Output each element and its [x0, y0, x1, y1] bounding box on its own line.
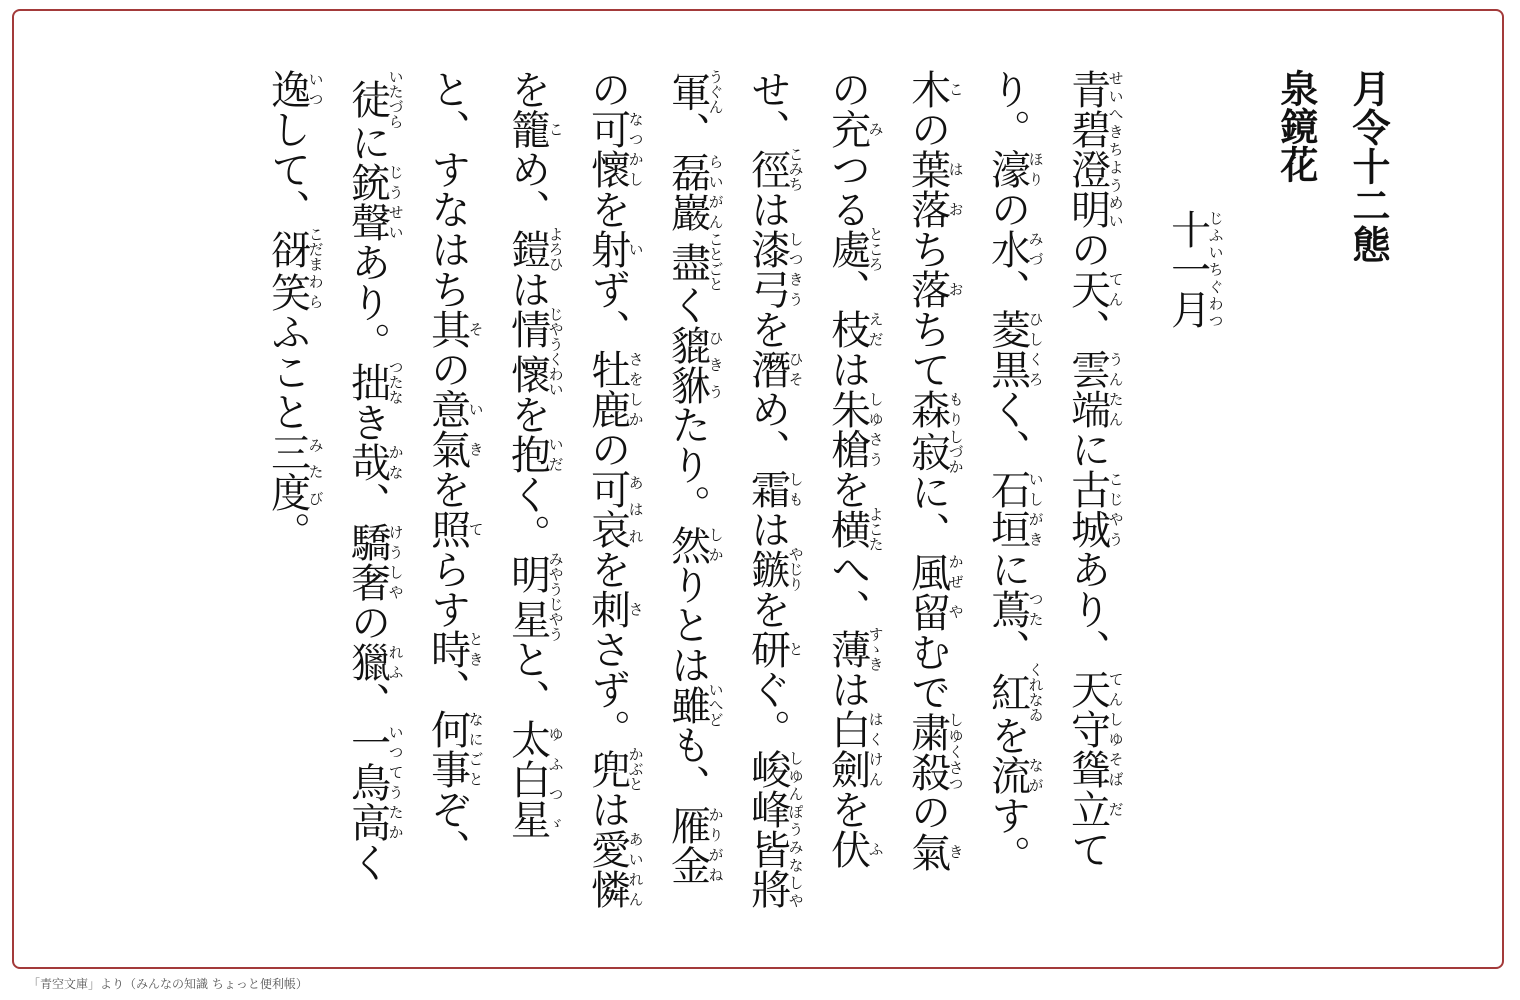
ruby-word	[584, 109, 645, 189]
ruby-base: 鎧	[504, 226, 551, 272]
text-segment: す。	[984, 795, 1031, 875]
ruby-word	[744, 349, 805, 389]
ruby-reading: せいへきちようめい	[1106, 69, 1125, 229]
ruby-base: 紅	[984, 662, 1031, 722]
ruby-base: 氣	[904, 831, 951, 872]
ruby-reading: みづ	[1026, 229, 1045, 269]
ruby-reading: らいがん	[706, 151, 725, 232]
ruby-base: 徒	[344, 69, 391, 129]
ruby-base: 明星	[504, 551, 551, 642]
text-segment: りとは	[664, 564, 711, 685]
text-segment: の	[904, 791, 951, 832]
ruby-reading: すゝき	[866, 626, 885, 672]
ruby-word	[664, 804, 725, 885]
ruby-word	[664, 682, 725, 727]
text-segment: と、すなはち	[424, 69, 471, 309]
ruby-word	[344, 69, 405, 129]
ruby-reading: だ	[1106, 789, 1125, 829]
ruby-reading: や	[946, 591, 965, 632]
ruby-reading: なつかし	[626, 109, 645, 189]
text-segment: の	[584, 429, 631, 469]
text-segment: らす	[424, 549, 471, 629]
ruby-reading: さをしか	[626, 349, 645, 429]
ruby-reading: いき	[466, 389, 485, 469]
ruby-word	[424, 709, 485, 789]
ruby-word	[904, 591, 965, 632]
text-segment: 。	[264, 511, 311, 552]
ruby-reading: つた	[1026, 589, 1045, 629]
ruby-base: 可懷	[584, 109, 631, 189]
text-segment: は	[504, 269, 551, 309]
ruby-reading: ゆふつゞ	[546, 719, 565, 839]
ruby-base: 意氣	[424, 389, 471, 469]
ruby-base: 寂	[904, 429, 951, 474]
ruby-word	[824, 109, 885, 149]
ruby-reading: いへど	[706, 682, 725, 727]
section-reading: じふいちぐわつ	[1206, 209, 1225, 329]
ruby-base: 哉	[344, 442, 391, 482]
ruby-reading: いしがき	[1026, 469, 1045, 549]
ruby-base: 天	[1064, 269, 1111, 309]
text-segment: 、	[344, 682, 391, 722]
text-segment: たり。	[664, 404, 711, 525]
ruby-reading: と	[786, 629, 805, 669]
ruby-reading: れふ	[386, 642, 405, 682]
ruby-word	[424, 629, 485, 669]
ruby-base: 流	[984, 755, 1031, 795]
ruby-base: 石垣	[984, 469, 1031, 549]
ruby-word	[904, 189, 965, 229]
ruby-word	[584, 349, 645, 429]
text-segment: ふこと	[264, 311, 311, 432]
ruby-reading: てん	[1106, 269, 1125, 309]
ruby-base: 刺	[584, 589, 631, 629]
text-segment: つる	[824, 149, 871, 229]
text-segment: 、	[984, 269, 1031, 309]
ruby-reading: こ	[946, 69, 965, 109]
ruby-reading: は	[946, 149, 965, 189]
text-segment: を	[504, 394, 551, 434]
ruby-base: 潛	[744, 349, 791, 389]
ruby-word	[424, 509, 485, 549]
text-segment: を	[584, 189, 631, 229]
ruby-word	[904, 711, 965, 792]
ruby-base: 處	[824, 226, 871, 272]
work-title: 月令十二態	[1346, 69, 1391, 264]
ruby-word	[504, 434, 565, 474]
ruby-reading: つたな	[386, 359, 405, 405]
ruby-reading: あいれん	[626, 829, 645, 909]
ruby-base: 笑	[264, 271, 311, 312]
ruby-word	[664, 231, 725, 292]
ruby-word	[1064, 269, 1125, 309]
ruby-reading: てんしゆそば	[1106, 669, 1125, 789]
ruby-reading: ひしくろ	[1026, 309, 1045, 389]
ruby-word	[824, 829, 885, 869]
ruby-reading: とき	[466, 629, 485, 669]
author-name: 泉鏡花	[1273, 69, 1319, 183]
text-segment: め、	[744, 389, 791, 469]
ruby-base: 蔦	[984, 589, 1031, 629]
ruby-reading: ふ	[866, 829, 885, 869]
ruby-reading: て	[466, 509, 485, 549]
text-segment: め、	[504, 149, 551, 229]
ruby-reading: ほり	[1026, 149, 1045, 189]
text-segment: を	[824, 469, 871, 509]
ruby-word	[264, 431, 325, 512]
ruby-reading: うんたん	[1106, 349, 1125, 429]
ruby-base: 落	[904, 269, 951, 309]
ruby-word	[744, 629, 805, 669]
ruby-reading: そ	[466, 309, 485, 349]
ruby-reading: なが	[1026, 755, 1045, 795]
ruby-reading: お	[946, 269, 965, 309]
body-text	[248, 69, 1128, 909]
ruby-base: 三度	[264, 431, 311, 512]
text-segment: に、	[904, 471, 951, 552]
ruby-reading: ところ	[866, 226, 885, 272]
text-segment: を	[984, 715, 1031, 755]
text-segment: てり。	[984, 69, 1111, 869]
text-segment: く	[664, 284, 711, 325]
text-segment: せ、	[744, 69, 791, 149]
ruby-base: 菱黒	[984, 309, 1031, 389]
ruby-base: 横	[824, 506, 871, 552]
ruby-word	[664, 324, 725, 405]
ruby-reading: さ	[626, 589, 645, 629]
ruby-reading: あはれ	[626, 469, 645, 549]
text-segment: の	[1064, 229, 1111, 269]
ruby-base: 逸	[264, 69, 311, 109]
ruby-word	[984, 469, 1045, 549]
ruby-base: 木	[904, 69, 951, 109]
ruby-word	[664, 524, 725, 565]
ruby-reading: なにごと	[466, 709, 485, 789]
ruby-reading: こみち	[786, 146, 805, 192]
ruby-word	[1064, 789, 1125, 829]
ruby-reading: かりがね	[706, 804, 725, 885]
ruby-reading: もり	[946, 389, 965, 429]
ruby-base: 立	[1064, 789, 1111, 829]
text-segment: の	[824, 69, 871, 109]
text-segment: 、	[1064, 309, 1111, 349]
text-segment: あり。	[344, 242, 391, 362]
text-segment: く、	[984, 389, 1031, 469]
ruby-word	[984, 309, 1045, 389]
ruby-base: 青碧澄明	[1064, 69, 1111, 229]
ruby-base: 徑	[744, 146, 791, 192]
ruby-word	[984, 589, 1045, 629]
ruby-base: 銃聲	[344, 162, 391, 242]
ruby-base: 留	[904, 591, 951, 632]
ruby-word	[904, 69, 965, 109]
ruby-word	[824, 389, 885, 469]
ruby-word	[904, 389, 965, 429]
ruby-reading: ことごと	[706, 231, 725, 292]
ruby-word	[904, 429, 965, 474]
ruby-word	[264, 69, 325, 109]
text-segment: の	[984, 189, 1031, 229]
text-segment: も、	[664, 724, 711, 805]
ruby-word	[264, 271, 325, 312]
ruby-reading: ひきう	[706, 324, 725, 405]
ruby-reading: み	[866, 109, 885, 149]
text-segment: は	[744, 189, 791, 229]
ruby-reading: いだ	[546, 434, 565, 474]
ruby-word	[904, 831, 965, 872]
ruby-reading: しか	[706, 524, 725, 565]
text-segment: の	[904, 109, 951, 149]
ruby-word	[264, 226, 325, 272]
ruby-reading: みたび	[306, 431, 325, 512]
ruby-base: 谺	[264, 226, 311, 272]
ruby-word	[904, 149, 965, 189]
ruby-base: 然	[664, 524, 711, 565]
ruby-word	[504, 226, 565, 272]
ruby-base: 伏	[824, 829, 871, 869]
ruby-word	[584, 829, 645, 909]
text-segment: は	[744, 509, 791, 549]
ruby-base: 研	[744, 629, 791, 669]
source-credit: 「青空文庫」より（みんなの知識 ちょっと便利帳）	[28, 977, 308, 991]
ruby-word	[744, 146, 805, 192]
ruby-base: 可哀	[584, 469, 631, 549]
ruby-word	[504, 109, 565, 149]
text-segment: は	[824, 669, 871, 709]
ruby-base: 落	[904, 189, 951, 229]
text-segment: く	[344, 842, 391, 882]
text-segment: を	[504, 69, 551, 109]
ruby-word	[824, 309, 885, 349]
ruby-reading: みやうじやう	[546, 551, 565, 642]
ruby-word	[984, 149, 1045, 189]
ruby-base: 水	[984, 229, 1031, 269]
ruby-word	[904, 269, 965, 309]
ruby-base: 峻峰皆將軍	[664, 69, 791, 909]
text-segment: の	[584, 69, 631, 109]
ruby-base: 牡鹿	[584, 349, 631, 429]
ruby-base: 漆弓	[744, 229, 791, 309]
ruby-word	[824, 226, 885, 272]
ruby-word	[344, 162, 405, 242]
ruby-word	[584, 589, 645, 629]
ruby-base: 驕奢	[344, 522, 391, 602]
ruby-base: 枝	[824, 309, 871, 349]
ruby-reading: はくけん	[866, 709, 885, 789]
ruby-word	[584, 469, 645, 549]
page-frame	[12, 9, 1504, 969]
ruby-base: 濠	[984, 149, 1031, 189]
ruby-base: 鏃	[744, 546, 791, 592]
text-segment: して、	[264, 109, 311, 229]
ruby-word	[1064, 69, 1125, 229]
ruby-word	[344, 359, 405, 405]
ruby-reading: やじり	[786, 546, 805, 592]
ruby-base: 磊巖	[664, 151, 711, 232]
ruby-word	[424, 309, 485, 349]
ruby-word	[504, 719, 565, 839]
text-segment: を	[744, 309, 791, 349]
ruby-word	[824, 626, 885, 672]
ruby-word	[504, 306, 565, 397]
ruby-reading: かぜ	[946, 551, 965, 592]
ruby-reading: こ	[546, 109, 565, 149]
ruby-base: 何事	[424, 709, 471, 789]
text-segment: ず、	[584, 269, 631, 349]
ruby-word	[344, 522, 405, 602]
ruby-base: 古城	[1064, 469, 1111, 549]
ruby-reading: じやうくわい	[546, 306, 565, 397]
text-segment: を	[584, 549, 631, 589]
ruby-word	[1064, 349, 1125, 429]
ruby-reading: こじやう	[1106, 469, 1125, 549]
text-segment: に	[984, 549, 1031, 589]
ruby-reading: えだ	[866, 309, 885, 349]
ruby-reading: き	[946, 831, 965, 872]
ruby-base: 情懷	[504, 306, 551, 397]
ruby-base: 森	[904, 389, 951, 429]
ruby-base: 貔貅	[664, 324, 711, 405]
text-segment: 、	[984, 629, 1031, 669]
ruby-reading: よこた	[866, 506, 885, 552]
ruby-reading: しゆさう	[866, 389, 885, 469]
ruby-base: 射	[584, 229, 631, 269]
text-segment: の	[344, 602, 391, 642]
ruby-base: 獵	[344, 642, 391, 682]
ruby-word	[1064, 669, 1125, 789]
ruby-base: 籠	[504, 109, 551, 149]
ruby-base: 兜	[584, 746, 631, 792]
ruby-reading: いつてうたか	[386, 722, 405, 842]
ruby-reading: けうしや	[386, 522, 405, 602]
text-segment: と、	[504, 639, 551, 719]
ruby-word	[344, 442, 405, 482]
ruby-word	[744, 229, 805, 309]
passage-paragraph	[248, 69, 1128, 909]
text-segment: 、	[344, 482, 391, 522]
text-segment: を	[744, 589, 791, 629]
text-segment: の	[424, 349, 471, 389]
text-segment: く。	[504, 474, 551, 554]
text-segment: さず。	[584, 629, 631, 749]
text-segment: に	[344, 122, 391, 162]
text-segment: ちて	[904, 309, 951, 389]
text-segment: 、	[424, 669, 471, 709]
ruby-word	[984, 229, 1045, 269]
ruby-base: 愛憐	[584, 829, 631, 909]
ruby-word	[424, 389, 485, 469]
text-segment: ぐ。	[744, 669, 791, 749]
ruby-reading: わら	[306, 271, 325, 312]
ruby-reading: かぶと	[626, 746, 645, 792]
text-segment: 、	[664, 111, 711, 152]
ruby-word	[504, 551, 565, 642]
section-heading	[1150, 69, 1226, 909]
ruby-reading: しづか	[946, 429, 965, 474]
ruby-base: 白劍	[824, 709, 871, 789]
ruby-base: 朱槍	[824, 389, 871, 469]
ruby-reading: いつ	[306, 69, 325, 109]
ruby-reading: よろひ	[546, 226, 565, 272]
ruby-word	[344, 642, 405, 682]
ruby-word	[584, 229, 645, 269]
text-segment: は	[584, 789, 631, 829]
ruby-base: 天守聳	[1064, 669, 1111, 789]
ruby-reading: しも	[786, 469, 805, 509]
ruby-word	[744, 546, 805, 592]
text-segment: むで	[904, 631, 951, 712]
ruby-reading: くれなゐ	[1026, 662, 1045, 722]
text-segment: に	[1064, 429, 1111, 469]
text-segment: 、	[824, 269, 871, 309]
ruby-reading: い	[626, 229, 645, 269]
ruby-reading: いたづら	[386, 69, 405, 129]
ruby-word	[984, 755, 1045, 795]
ruby-reading: しゆんぽうみなしやうぐん	[706, 69, 805, 909]
ruby-base: 其	[424, 309, 471, 349]
ruby-word	[824, 506, 885, 552]
ruby-base: 盡	[664, 231, 711, 292]
ruby-word	[904, 551, 965, 592]
ruby-word	[984, 662, 1045, 722]
ruby-base: 雁金	[664, 804, 711, 885]
ruby-word	[1064, 469, 1125, 549]
ruby-reading: お	[946, 189, 965, 229]
ruby-word	[744, 469, 805, 509]
ruby-base: 粛殺	[904, 711, 951, 792]
ruby-word	[344, 722, 405, 842]
text-segment: を	[824, 789, 871, 829]
ruby-base: 雖	[664, 682, 711, 727]
section-text: 十一月	[1164, 209, 1211, 329]
ruby-base: 時	[424, 629, 471, 669]
ruby-base: 雲端	[1064, 349, 1111, 429]
text-segment: は	[824, 349, 871, 389]
ruby-reading: しゆくさつ	[946, 711, 965, 792]
ruby-base: 霜	[744, 469, 791, 509]
ruby-base: 拙	[344, 359, 391, 405]
section-ruby	[1164, 209, 1225, 329]
ruby-base: 薄	[824, 626, 871, 672]
ruby-word	[824, 709, 885, 789]
ruby-reading: じうせい	[386, 162, 405, 242]
vertical-text-column	[248, 69, 1404, 909]
ruby-base: 照	[424, 509, 471, 549]
ruby-base: 太白星	[504, 719, 551, 839]
ruby-reading: しつきう	[786, 229, 805, 309]
ruby-base: 一鳥高	[344, 722, 391, 842]
ruby-base: 風	[904, 551, 951, 592]
ruby-base: 充	[824, 109, 871, 149]
ruby-word	[664, 151, 725, 232]
ruby-reading: かな	[386, 442, 405, 482]
ruby-reading: ひそ	[786, 349, 805, 389]
ruby-base: 抱	[504, 434, 551, 474]
ruby-reading: こだま	[306, 226, 325, 272]
text-segment: を	[424, 469, 471, 509]
text-segment: あり、	[1064, 549, 1111, 669]
ruby-word	[584, 746, 645, 792]
text-segment: へ、	[824, 549, 871, 629]
ruby-base: 葉	[904, 149, 951, 189]
text-segment: ぞ、	[424, 789, 471, 869]
text-segment: ち	[904, 229, 951, 269]
text-segment: き	[344, 402, 391, 442]
